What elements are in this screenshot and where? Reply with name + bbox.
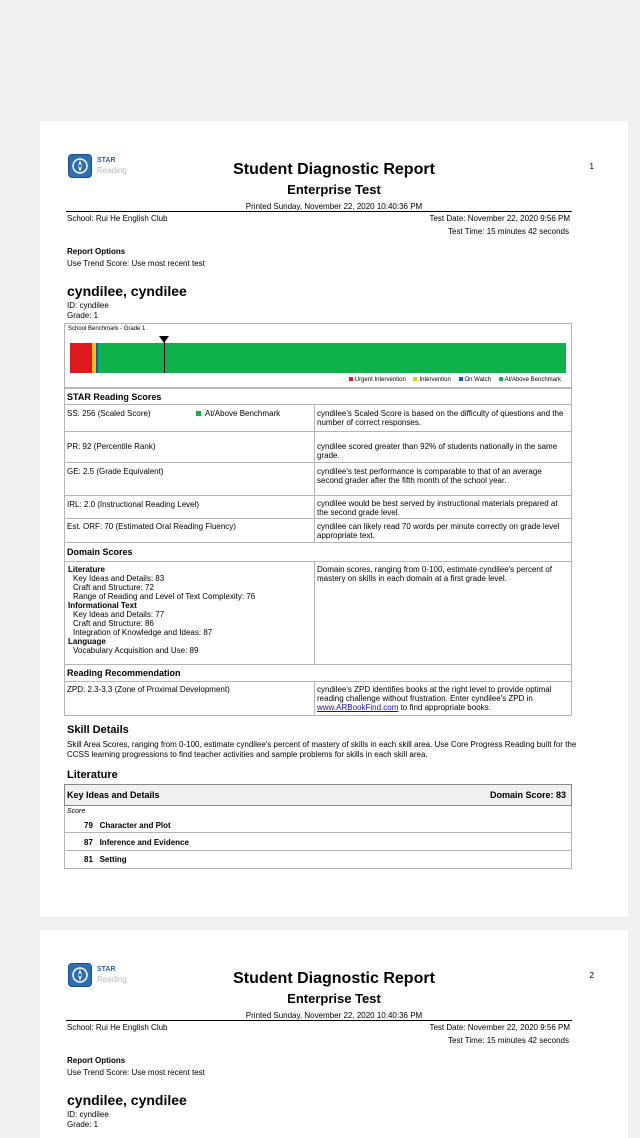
skill-name: Inference and Evidence — [99, 838, 189, 847]
zpd-value: ZPD: 2.3-3.3 (Zone of Proximal Development) — [67, 685, 230, 694]
domain-item: Craft and Structure: 72 — [73, 583, 154, 592]
literature-domain-heading: Literature — [68, 565, 105, 574]
recommendation-heading: Reading Recommendation — [67, 668, 181, 678]
domain-item: Range of Reading and Level of Text Complexity: 76 — [73, 592, 256, 601]
orf-score: Est. ORF: 70 (Estimated Oral Reading Fluency) — [67, 522, 236, 531]
logo-star-text: STAR — [97, 966, 116, 973]
student-id: ID: cyndilee — [67, 1110, 109, 1119]
report-options-value: Use Trend Score: Use most recent test — [67, 1068, 205, 1077]
page-number: 1 — [589, 162, 594, 171]
legend-swatch — [499, 377, 503, 381]
benchmark-badge — [196, 409, 280, 418]
legend-on-watch: On Watch — [464, 377, 491, 383]
skill-table — [64, 784, 572, 870]
school-name: School: Rui He English Club — [67, 1023, 168, 1032]
skill-score: 81 — [84, 855, 93, 864]
test-date: Test Date: November 22, 2020 9:56 PM — [429, 214, 570, 223]
informational-domain-heading: Informational Text — [68, 601, 137, 610]
logo-star-text: STAR — [97, 157, 116, 164]
benchmark-label: School Benchmark - Grade 1 — [68, 326, 146, 332]
skill-name: Character and Plot — [99, 821, 171, 830]
ge-score: GE: 2.5 (Grade Equivalent) — [67, 467, 164, 476]
report-page-1 — [40, 121, 628, 917]
printed-date: Printed Sunday, November 22, 2020 10:40:36 PM — [245, 202, 423, 211]
page-number: 2 — [589, 971, 594, 980]
skill-name: Setting — [99, 855, 127, 864]
benchmark-segment — [70, 343, 92, 373]
legend-swatch — [413, 377, 417, 381]
student-id: ID: cyndilee — [67, 301, 109, 310]
test-time: Test Time: 15 minutes 42 seconds — [448, 1036, 569, 1045]
logo-reading-text: Reading — [97, 975, 127, 984]
domain-item: Vocabulary Acquisition and Use: 89 — [73, 646, 199, 655]
domain-item: Key Ideas and Details: 83 — [73, 574, 165, 583]
scores-heading: STAR Reading Scores — [67, 392, 162, 402]
zpd-desc-suffix: to find appropriate books. — [398, 703, 491, 712]
ss-score: SS: 256 (Scaled Score) — [67, 409, 151, 418]
benchmark-badge-icon — [196, 411, 201, 416]
domain-score: Domain Score: 83 — [489, 790, 566, 800]
ge-description: cyndilee's test performance is comparable to that of an average second grader after the fifth month of the school year. — [317, 467, 542, 485]
domain-scores-table — [64, 542, 572, 665]
legend-swatch — [349, 377, 353, 381]
student-name: cyndilee, cyndilee — [67, 283, 187, 299]
benchmark-segment — [98, 343, 566, 373]
report-subtitle: Enterprise Test — [287, 991, 381, 1006]
irl-score: IRL: 2.0 (Instructional Reading Level) — [67, 500, 200, 509]
skill-row — [84, 838, 189, 847]
skill-row — [84, 821, 171, 830]
score-column-header: Score — [67, 808, 86, 815]
literature-skill-heading: Literature — [67, 769, 118, 781]
school-name: School: Rui He English Club — [67, 214, 168, 223]
skill-score: 79 — [84, 821, 93, 830]
domain-description: Domain scores, ranging from 0-100, estimate cyndilee's percent of mastery on skills in each domain at a first grade level. — [317, 565, 552, 583]
legend-at-above: At/Above Benchmark — [504, 377, 561, 383]
report-subtitle: Enterprise Test — [287, 182, 381, 197]
skill-row — [84, 855, 127, 864]
pr-score: PR: 92 (Percentile Rank) — [67, 442, 156, 451]
student-name: cyndilee, cyndilee — [67, 1092, 187, 1108]
zpd-description — [317, 685, 569, 712]
report-title: Student Diagnostic Report — [233, 970, 435, 987]
pr-description: cyndilee scored greater than 92% of students nationally in the same grade. — [317, 442, 558, 460]
scores-table — [64, 388, 572, 543]
student-grade: Grade: 1 — [67, 1120, 99, 1129]
zpd-desc-text: cyndilee's ZPD identifies books at the right level to provide optimal reading challenge without frustration. Enter cyndilee's ZPD in — [317, 685, 552, 703]
header-divider — [66, 1020, 572, 1021]
domain-item: Integration of Knowledge and Ideas: 87 — [73, 628, 213, 637]
benchmark-badge-text: At/Above Benchmark — [205, 409, 281, 418]
logo-reading-text: Reading — [97, 166, 127, 175]
ss-description: cyndilee's Scaled Score is based on the difficulty of questions and the number of correct responses. — [317, 409, 564, 427]
benchmark-chart — [64, 323, 572, 388]
report-options-heading: Report Options — [67, 247, 126, 256]
report-options-heading: Report Options — [67, 1056, 126, 1065]
test-date: Test Date: November 22, 2020 9:56 PM — [429, 1023, 570, 1032]
report-options-value: Use Trend Score: Use most recent test — [67, 259, 205, 268]
skill-table-title: Key Ideas and Details — [67, 790, 160, 800]
skill-details-heading: Skill Details — [67, 724, 129, 736]
printed-date: Printed Sunday, November 22, 2020 10:40:36 PM — [245, 1011, 423, 1020]
legend-intervention: Intervention — [419, 377, 451, 383]
benchmark-legend — [343, 377, 561, 383]
skill-details-text: Skill Area Scores, ranging from 0-100, estimate cyndilee's percent of mastery of skills in each skill area. Use Core Progress Reading built for the CCSS learning progressions to find teacher activities and sample problems for skills in each skill area. — [67, 740, 577, 759]
student-grade: Grade: 1 — [67, 311, 99, 320]
report-page-2 — [40, 930, 628, 1138]
domain-heading: Domain Scores — [67, 547, 133, 557]
language-domain-heading: Language — [68, 637, 106, 646]
skill-score: 87 — [84, 838, 93, 847]
orf-description: cyndilee can likely read 70 words per minute correctly on grade level appropriate text. — [317, 522, 560, 540]
header-divider — [66, 211, 572, 212]
reading-recommendation — [64, 664, 572, 716]
domain-item: Craft and Structure: 86 — [73, 619, 154, 628]
legend-swatch — [459, 377, 463, 381]
domain-item: Key Ideas and Details: 77 — [73, 610, 165, 619]
arbookfind-link[interactable]: www.ARBookFind.com — [317, 703, 399, 712]
test-time: Test Time: 15 minutes 42 seconds — [448, 227, 569, 236]
irl-description: cyndilee would be best served by instructional materials prepared at the second grade level. — [317, 499, 558, 517]
legend-urgent: Urgent Intervention — [354, 377, 406, 383]
report-title: Student Diagnostic Report — [233, 161, 435, 178]
domain-list — [68, 565, 312, 655]
